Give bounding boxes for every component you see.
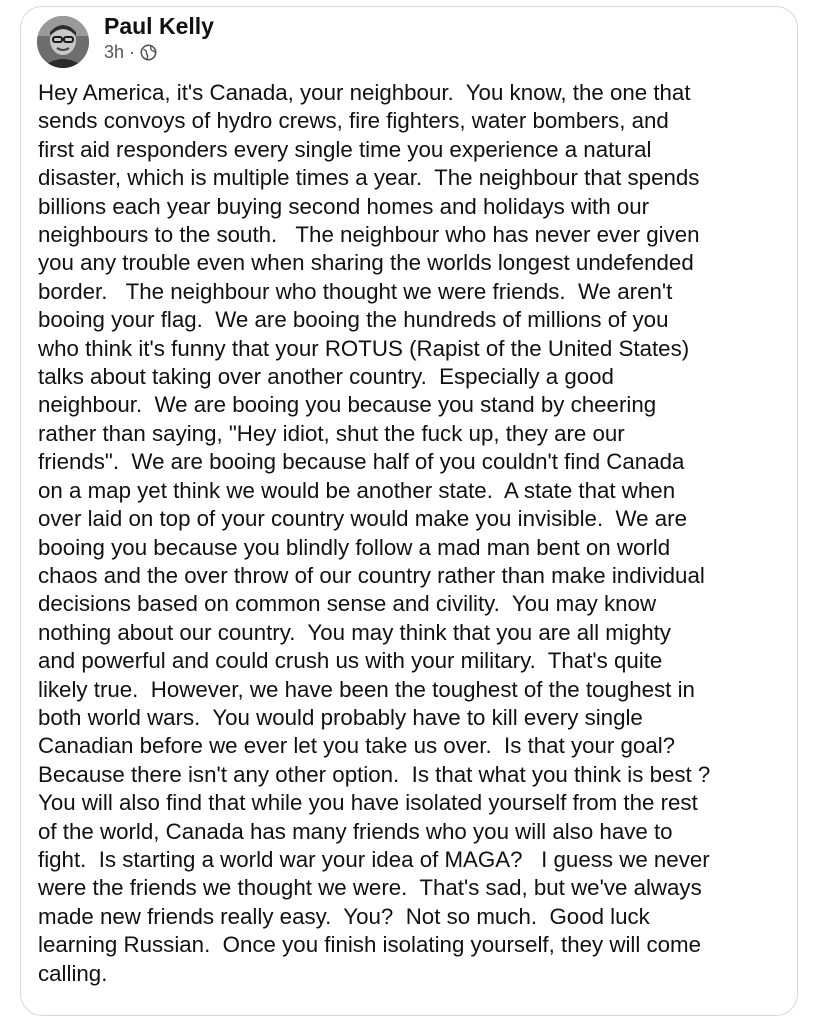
- post-text-line: You will also find that while you have isolated yourself from the rest: [38, 790, 698, 816]
- post-text-line: billions each year buying second homes and holidays with our: [38, 193, 650, 219]
- post-text-line: friends". We are booing because half of you couldn't find Canada: [38, 449, 685, 475]
- post-text-line: learning Russian. Once you finish isolating yourself, they will come: [38, 932, 702, 958]
- avatar-photo: [37, 16, 89, 68]
- post-text-line: booing you because you blindly follow a mad man bent on world: [38, 534, 671, 560]
- post-text-line: disaster, which is multiple times a year. The neighbour that spends: [38, 165, 700, 191]
- post-text-line: made new friends really easy. You? Not so much. Good luck: [38, 903, 650, 929]
- post-text-line: talks about taking over another country. Especially a good: [38, 364, 614, 390]
- post-text-line: fight. Is starting a world war your idea of MAGA? I guess we never: [38, 846, 710, 872]
- post-text-line: rather than saying, "Hey idiot, shut the fuck up, they are our: [38, 420, 625, 446]
- post-text-line: on a map yet think we would be another state. A state that when: [38, 477, 676, 503]
- post-text-line: both world wars. You would probably have to kill every single: [38, 704, 643, 730]
- post-text-line: you any trouble even when sharing the worlds longest undefended: [38, 250, 694, 276]
- post-text-line: border. The neighbour who thought we were friends. We aren't: [38, 278, 673, 304]
- post-text-line: first aid responders every single time you experience a natural: [38, 136, 652, 162]
- post-text-line: Because there isn't any other option. Is that what you think is best ?: [38, 761, 711, 787]
- post-text-line: over laid on top of your country would make you invisible. We are: [38, 506, 688, 532]
- post-text-line: neighbour. We are booing you because you stand by cheering: [38, 392, 657, 418]
- post-text-line: sends convoys of hydro crews, fire fighters, water bombers, and: [38, 108, 669, 134]
- post-text-line: who think it's funny that your ROTUS (Rapist of the United States): [38, 335, 690, 361]
- post-text-line: chaos and the over throw of our country rather than make individual: [38, 562, 705, 588]
- post-text-line: nothing about our country. You may think that you are all mighty: [38, 619, 671, 645]
- post-text-line: likely true. However, we have been the toughest of the toughest in: [38, 676, 695, 702]
- post-meta: [104, 42, 157, 63]
- globe-icon[interactable]: [140, 44, 157, 61]
- post-text-line: Hey America, it's Canada, your neighbour. You know, the one that: [38, 80, 691, 105]
- avatar[interactable]: [37, 16, 89, 68]
- post-text-line: booing your flag. We are booing the hundreds of millions of you: [38, 307, 669, 333]
- post-text-line: neighbours to the south. The neighbour who has never ever given: [38, 222, 700, 248]
- post-text-line: Canadian before we ever let you take us over. Is that your goal?: [38, 733, 676, 759]
- post-text-line: of the world, Canada has many friends who you will also have to: [38, 818, 673, 844]
- post-body: [38, 79, 788, 988]
- post-text-line: and powerful and could crush us with your military. That's quite: [38, 648, 663, 674]
- meta-separator: ·: [129, 42, 136, 62]
- post-timestamp[interactable]: 3h: [104, 42, 125, 62]
- post-text-line: calling.: [38, 960, 108, 986]
- post-text-line: decisions based on common sense and civility. You may know: [38, 591, 657, 617]
- post-text-line: were the friends we thought we were. That's sad, but we've always: [38, 875, 702, 901]
- author-name[interactable]: Paul Kelly: [104, 13, 214, 39]
